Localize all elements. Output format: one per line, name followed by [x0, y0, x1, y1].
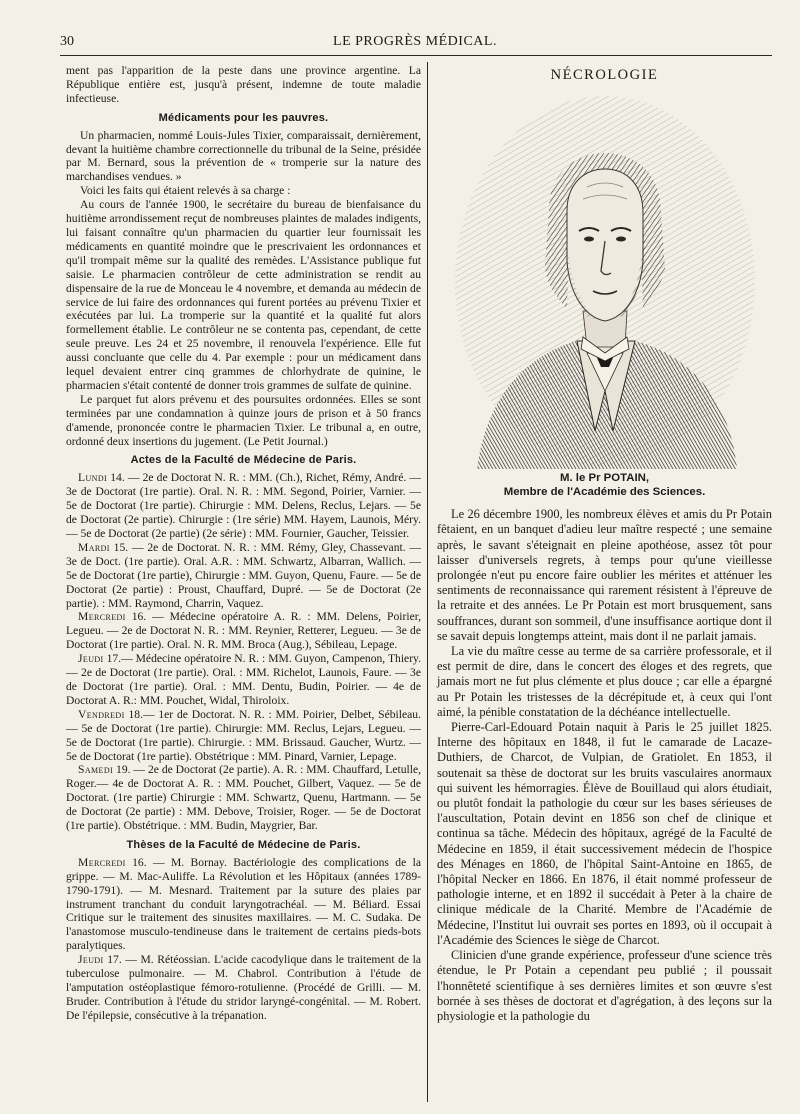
theses-day: Mercredi [78, 855, 126, 869]
right-paragraph: Clinicien d'une grande expérience, professeur d'une science très étendue, le Pr Potain a cependant peu publié ; il poussait l'honnêteté scientifique à ses dernières limites et son œuvre s'est bornée à ses thèses de doctorat et d'agrégation, à des leçons sur la physiologie et la pathologie du [437, 948, 772, 1023]
section-title-actes: Actes de la Faculté de Médecine de Paris. [130, 454, 357, 467]
actes-entry [66, 471, 421, 541]
actes-entry [66, 610, 421, 652]
actes-day: Mardi [78, 540, 110, 554]
portrait-caption [437, 471, 772, 499]
actes-entry [66, 708, 421, 764]
necrologie-title: NÉCROLOGIE [550, 67, 659, 83]
portrait-engraving [437, 91, 772, 469]
actes-day: Lundi [78, 471, 108, 485]
actes-day: Jeudi [78, 652, 104, 666]
theses-text: 16. — M. Bornay. Bactériologie des complications de la grippe. — M. Mac-Auliffe. La Révolution et les Hôpitaux (années 1789-1790-1791). — M. Mesnard. Traitement par la suture des plaies par instrument tranchant du conduit laryngotrachéal. — M. Béliard. Essai Critique sur le traitement des sinusites maxillaires. — M. C. Sudaka. De l'anastomose musculo-tendineuse dans le traitement de certains pieds-bots paralytiques. [66, 855, 421, 953]
actes-day: Mercredi [78, 610, 126, 624]
actes-text: 16. — Médecine opératoire A. R. : MM. Delens, Poirier, Legueu. — 2e de Doctorat N. R. : MM. Reynier, Retterer, Legueu. — 3e de Doctorat (1re partie). Oral. N. R. MM. Broca (Aug.), Sébileau, Lepage. [66, 610, 422, 652]
caption-name: M. le Pr POTAIN, [559, 472, 650, 485]
right-paragraph: Pierre-Carl-Edouard Potain naquit à Paris le 25 juillet 1825. Interne des hôpitaux en 1848, il fut le camarade de Lacaze-Duthiers, de Charcot, de Vulpian, de Gratiolet. En 1853, il soutenait sa thèse de doctorat sur les bruits vasculaires anormaux qui suivent les hémorragies. Élève de Bouillaud qui alors étudiait, ou plutôt fondait la pathologie du cœur sur les bases sérieuses de l'auscultation, Potain devint en 1856 son chef de clinique et continua sa tâche. Médecin des hôpitaux, agrégé de la Faculté de Médecine en 1859, il était successivement médecin de l'hospice des Ménages en 1860, de l'hôpital Saint-Antoine en 1865, de l'hôpital Necker en 1866. En 1876, il était nommé professeur de pathologie interne, et en 1892 il succédait à Peter à la chaire de clinique médicale de la Charité. Membre de l'Académie de Médecine, l'Institut lui ouvrait ses portes en 1893, où il occupait à l'Académie des Sciences le siège de Charcot. [437, 720, 772, 947]
section-title-medicaments: Médicaments pour les pauvres. [158, 111, 329, 124]
actes-list [66, 471, 421, 833]
actes-text: 19. — 2e de Doctorat (2e partie). A. R. : MM. Chauffard, Letulle, Roger.— 4e de Doctorat A. R. : MM. Pouchet, Gilbert, Vaquez. — 5e de Doctorat. (1re partie) Chirurgie : MM. Schwartz, Quenu, Hartmann. — 5e de Doctorat (2e partie) : MM. Debove, Troisier, Roger. — 5e de Doctorat (1re partie). Obstétrique. : MM. Budin, Maygrier, Bar. [66, 763, 422, 833]
running-title: LE PROGRÈS MÉDICAL. [333, 34, 497, 49]
right-paragraph: Le 26 décembre 1900, les nombreux élèves et amis du Pr Potain fêtaient, en un banquet d'adieu leur maître respecté ; une semaine après, le savant s'éteignait en pleine apothéose, assez tôt pour laisser d'universels regrets, à temps pour qu'une vieillesse prolongée n'eut pu encore faire oublier les mérites et atténuer les sentiments de reconnaissance qui rarement résistent à l'épreuve de la retraite et des années. Le Pr Potain est mort brusquement, sans souffrances, durant son sommeil, d'une insuffisance aortique dont il se savait depuis longtemps atteint, mais dont il ne parlait jamais. [437, 507, 772, 643]
actes-text: 17.— Médecine opératoire N. R. : MM. Guyon, Campenon, Thiery. — 2e de Doctorat (1re partie). Oral. : MM. Richelot, Launois, Faure. — 3e de Doctorat (1re partie). Oral. : MM. Dentu, Budin, Poirier. — 4e de Doctorat A. R.: MM. Pouchet, Widal, Thiroloix. [66, 652, 421, 707]
left-paragraph: Au cours de l'année 1900, le secrétaire du bureau de bienfaisance du huitième arrondissement reçut de nombreuses plaintes de malades indigents, lui faisant connaître qu'un pharmacien du quartier leur fournissait les médicaments en quantité moindre que le prescrivaient les ordonnances et qu'il trompait même sur la qualité des remèdes. L'Assistance publique fut saisie. Le pharmacien contrôleur de cette administration se rendit au dispensaire de la rue de Monceau le 4 novembre, et demanda au médecin de service de lui faire des ordonnances qui furent portées au prévenu Tixier et exécutées par lui. La tromperie sur la quantité et la qualité fut alors formellement établie. Le contrôleur ne se contenta pas, cependant, de cette seule preuve. Les 24 et 25 novembre, il renouvela l'expérience. Elle fut aussi concluante que celle du 4. Par exemple : pour un médicament dans lequel devaient entrer cinq grammes de chlorhydrate de quinine, le pharmacien s'était contenté de donner trois grammes de sulfate de quinine. [66, 198, 421, 392]
right-column [437, 64, 772, 1024]
actes-text: 15. — 2e de Doctorat. N. R. : MM. Rémy, Gley, Chassevant. — 3e de Doct. (1re partie). Oral. A.R. : MM. Schwartz, Albarran, Wallich. — 5e de Doctorat (1re partie), Chirurgie : MM. Guyon, Quenu, Faure. — 5e de Doctorat (2e partie) : Proust, Chauffard, Dupré. — 5e de Doctorat (2e partie). : MM. Raymond, Charrin, Vaquez. [66, 540, 422, 610]
actes-entry [66, 763, 421, 833]
page-header [60, 34, 770, 54]
page-number: 30 [60, 34, 74, 49]
left-paragraph: Voici les faits qui étaient relevés à sa charge : [80, 184, 291, 198]
left-paragraph: Le parquet fut alors prévenu et des poursuites ordonnées. Elles se sont terminées par une condamnation à quinze jours de prison et à 50 francs d'amende, prononcée contre le pharmacien Tixier. Le tribunal a, en outre, ordonné deux insertions du jugement. (Le Petit Journal.) [66, 392, 421, 448]
theses-entry [66, 953, 421, 1023]
header-rule [60, 55, 772, 56]
actes-entry [66, 652, 421, 708]
theses-text: 17. — M. Rétéossian. L'acide cacodylique dans le traitement de la tuberculose pulmonaire. — M. Chabrol. Contribution à l'étude de l'amputation ostéoplastique fémoro-rotulienne. (Procédé de Grilli. — M. Bruder. Contribution à l'étude du stridor laryngé-congénital. — M. Robert. De l'épilepsie, consécutive à la trépanation. [66, 953, 422, 1022]
actes-text: 18.— 1er de Doctorat. N. R. : MM. Poirier, Delbet, Sébileau. — 5e de Doctorat (1re partie). Chirurgie: MM. Reclus, Lejars, Legueu. — 5e de Doctorat (1re partie). Chirurgie. : MM. Brissaud. Gaucher, Wurtz. — 5e de Doctorat (1re partie). Obstétrique : MM. Pinard, Varnier, Lepage. [66, 707, 421, 763]
column-divider [427, 62, 428, 1102]
actes-text: 14. — 2e de Doctorat N. R. : MM. (Ch.), Richet, Rémy, André. — 3e de Doctorat (1re partie). Oral. N. R. : MM. Segond, Poirier, Varnier. — 5e de Doctorat (1re partie). Chirurgie : MM. Delens, Reclus, Lejars. — 5e de Doctorat (2e partie). Chirurgie : (1re série) MM. Hayem, Launois, Méry. — 5e de Doctorat (2e partie) (2e série) : MM. Fournier, Gaucher, Teissier. [66, 471, 421, 540]
actes-day: Vendredi [78, 707, 125, 721]
right-paragraph: La vie du maître cesse au terme de sa carrière professorale, et il est permit de dire, dans le concert des éloges et des regrets, que jamais mort ne fut plus clémente et plus douce ; car elle a épargné au Pr Potain les tristesses de la décrépitude et, à ceux qui l'ont aimé, la pénible constatation de la déchéance intellectuelle. [437, 644, 772, 719]
section-title-theses: Thèses de la Faculté de Médecine de Paris. [126, 838, 361, 851]
caption-subtitle: Membre de l'Académie des Sciences. [503, 486, 706, 499]
actes-day: Samedi [78, 763, 114, 777]
theses-list [66, 856, 421, 1023]
left-column [66, 64, 421, 1023]
portrait-image [437, 91, 772, 469]
theses-entry [66, 856, 421, 953]
theses-day: Jeudi [78, 953, 104, 967]
left-paragraph: Un pharmacien, nommé Louis-Jules Tixier, comparaissait, dernièrement, devant la huitième chambre correctionnelle du tribunal de la Seine, présidée par M. Bernard, sous la prévention de « tromperie sur la nature des marchandises vendues. » [66, 128, 421, 184]
left-paragraph: ment pas l'apparition de la peste dans une province argentine. La République entière est, jusqu'à présent, indemne de toute maladie infectieuse. [66, 64, 421, 105]
actes-entry [66, 541, 421, 611]
